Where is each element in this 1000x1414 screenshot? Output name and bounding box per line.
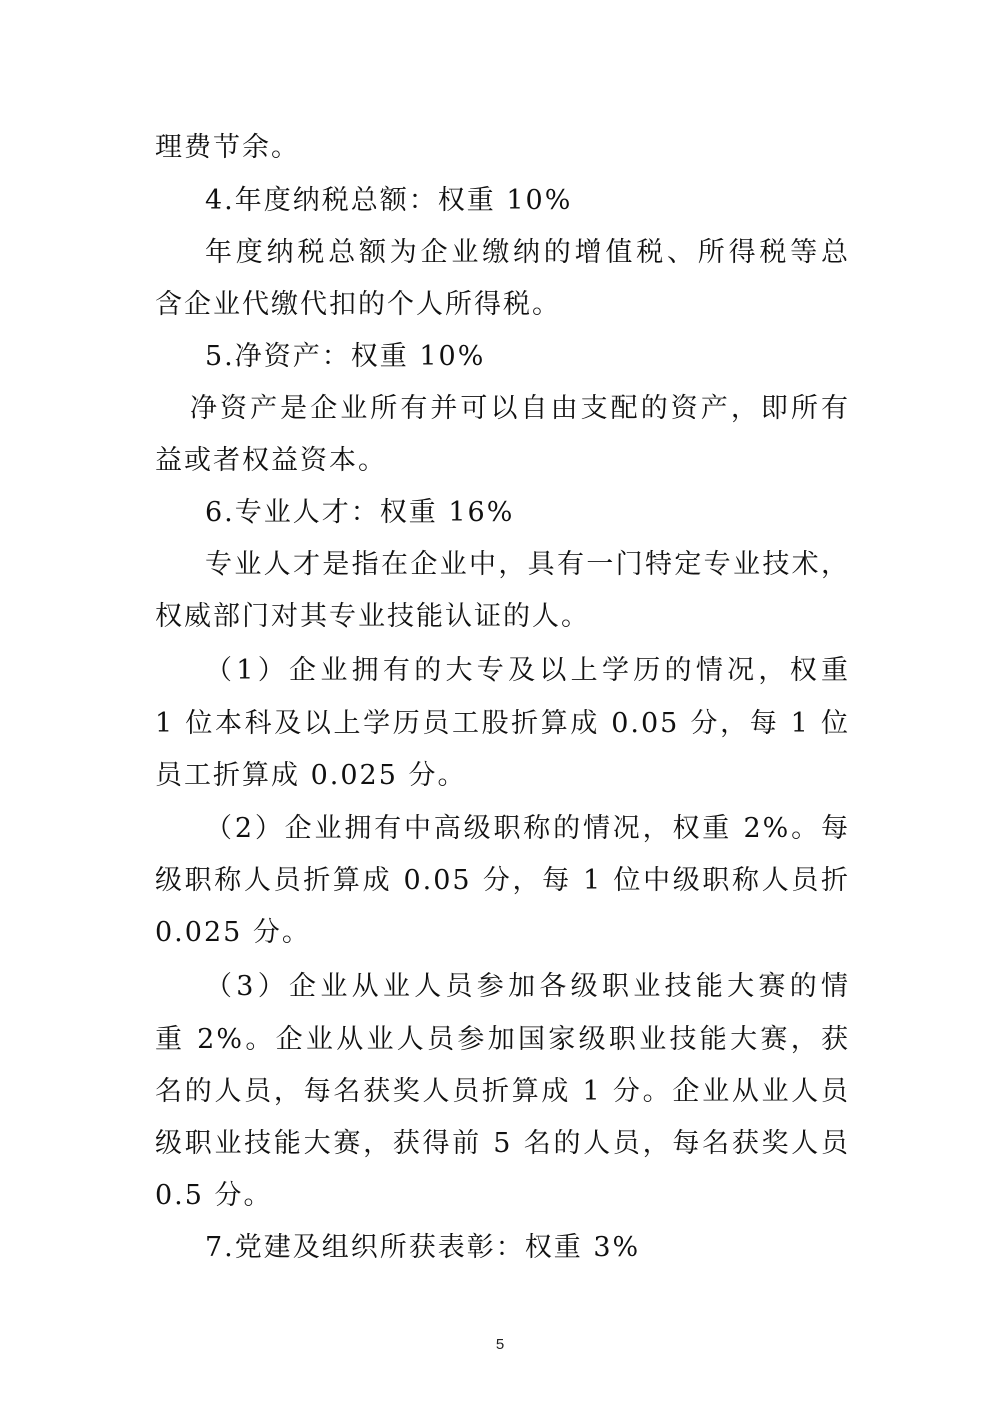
paragraph-line: 理费节余。	[155, 132, 300, 163]
paragraph-line: 权威部门对其专业技能认证的人。	[155, 601, 590, 632]
paragraph-line: 重 2%。企业从业人员参加国家级职业技能大赛，获	[155, 1024, 850, 1055]
paragraph-line: 净资产是企业所有并可以自由支配的资产，即所有	[190, 393, 850, 424]
paragraph-line: 0.5 分。	[155, 1180, 273, 1211]
paragraph-line: 员工折算成 0.025 分。	[155, 760, 467, 791]
section-heading: 6.专业人才：权重 16%	[205, 497, 515, 528]
paragraph-line: 专业人才是指在企业中，具有一门特定专业技术，	[205, 549, 850, 580]
section-heading: 7.党建及组织所获表彰：权重 3%	[205, 1232, 641, 1263]
paragraph-line: 益或者权益资本。	[155, 445, 387, 476]
paragraph-line: 0.025 分。	[155, 917, 311, 948]
section-heading: 4.年度纳税总额：权重 10%	[205, 185, 573, 216]
paragraph-line: （3）企业从业人员参加各级职业技能大赛的情	[205, 971, 850, 1002]
paragraph-line: （1）企业拥有的大专及以上学历的情况，权重	[205, 655, 850, 686]
paragraph-line: 含企业代缴代扣的个人所得税。	[155, 289, 561, 320]
paragraph-line: 级职业技能大赛，获得前 5 名的人员，每名获奖人员	[155, 1128, 850, 1159]
section-heading: 5.净资产：权重 10%	[205, 341, 486, 372]
page-number: 5	[495, 1336, 505, 1353]
paragraph-line: 1 位本科及以上学历员工股折算成 0.05 分，每 1 位	[155, 708, 850, 739]
paragraph-line: 级职称人员折算成 0.05 分，每 1 位中级职称人员折	[155, 865, 850, 896]
paragraph-line: 名的人员，每名获奖人员折算成 1 分。企业从业人员	[155, 1076, 850, 1107]
paragraph-line: 年度纳税总额为企业缴纳的增值税、所得税等总	[205, 237, 850, 268]
paragraph-line: （2）企业拥有中高级职称的情况，权重 2%。每	[205, 813, 850, 844]
